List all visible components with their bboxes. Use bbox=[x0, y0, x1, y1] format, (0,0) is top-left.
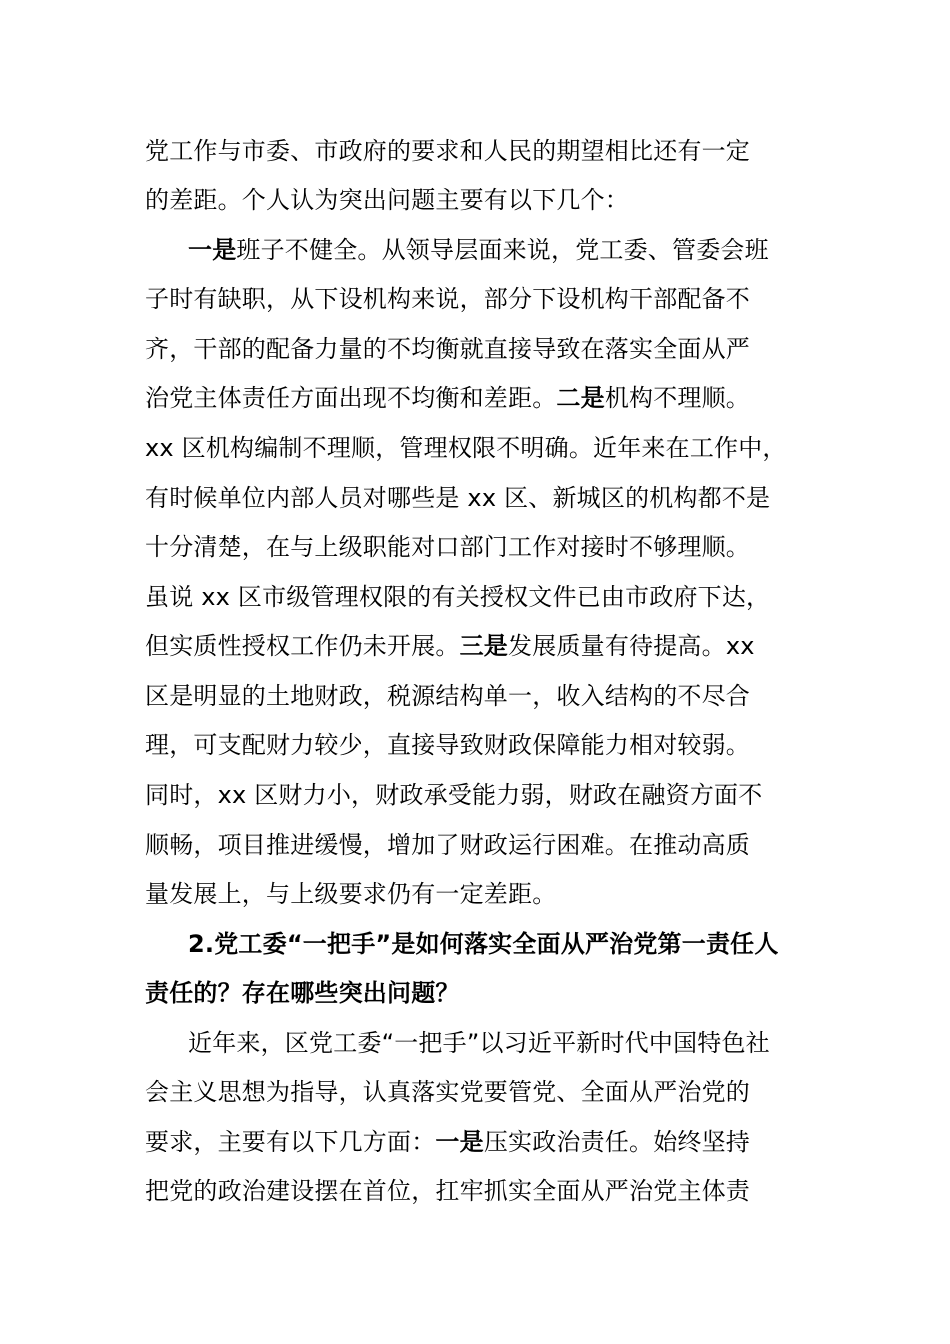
text-segment: 齐，干部的配备力量的不均衡就直接导致在落实全面从严 bbox=[145, 335, 750, 363]
text-segment: 班子不健全。从领导层面来说，党工委、管委会班 bbox=[236, 236, 769, 264]
text-line bbox=[145, 478, 825, 518]
text-segment: 发展质量有待提高。xx bbox=[508, 632, 755, 660]
section-heading bbox=[188, 924, 868, 964]
text-segment: 近年来，区党工委“一把手”以习近平新时代中国特色社 bbox=[188, 1029, 770, 1057]
text-segment: 子时有缺职，从下设机构来说，部分下设机构干部配备不 bbox=[145, 285, 750, 313]
text-segment: 虽说 xx 区市级管理权限的有关授权文件已由市政府下达， bbox=[145, 583, 771, 611]
text-segment: 治党主体责任方面出现不均衡和差距。 bbox=[145, 384, 557, 412]
text-line bbox=[145, 725, 825, 765]
text-segment: xx 区机构编制不理顺，管理权限不明确。近年来在工作中， bbox=[145, 434, 787, 462]
text-segment: 会主义思想为指导，认真落实党要管党、全面从严治党的 bbox=[145, 1078, 750, 1106]
heading-text: 责任的？存在哪些突出问题？ bbox=[145, 979, 460, 1007]
text-segment: 党工作与市委、市政府的要求和人民的期望相比还有一定 bbox=[145, 137, 750, 165]
text-segment: 压实政治责任。始终坚持 bbox=[483, 1128, 751, 1156]
text-segment: 要求，主要有以下几方面： bbox=[145, 1128, 436, 1156]
text-line bbox=[145, 378, 825, 418]
text-line bbox=[145, 527, 825, 567]
text-line bbox=[188, 1023, 868, 1063]
text-segment: 区是明显的土地财政，税源结构单一，收入结构的不尽合 bbox=[145, 682, 750, 710]
text-segment: 把党的政治建设摆在首位，扛牢抓实全面从严治党主体责 bbox=[145, 1177, 750, 1205]
text-line bbox=[145, 329, 825, 369]
text-line bbox=[145, 1072, 825, 1112]
text-segment: 机构不理顺。 bbox=[604, 384, 751, 412]
text-segment-bold: 一是 bbox=[435, 1128, 484, 1156]
text-line bbox=[188, 230, 868, 270]
heading-text: 2.党工委“一把手”是如何落实全面从严治党第一责任人 bbox=[188, 930, 779, 958]
text-line bbox=[145, 577, 825, 617]
text-segment-bold: 三是 bbox=[459, 632, 509, 660]
text-line bbox=[145, 428, 825, 468]
text-segment: 有时候单位内部人员对哪些是 xx 区、新城区的机构都不是 bbox=[145, 484, 771, 512]
text-segment: 但实质性授权工作仍未开展。 bbox=[145, 632, 460, 660]
text-line bbox=[145, 131, 825, 171]
text-line bbox=[145, 279, 825, 319]
section-heading bbox=[145, 973, 825, 1013]
text-line bbox=[145, 825, 825, 865]
text-segment: 的差距。个人认为突出问题主要有以下几个： bbox=[145, 186, 629, 214]
text-line bbox=[145, 1171, 825, 1211]
text-segment-bold: 一是 bbox=[188, 236, 237, 264]
text-line bbox=[145, 874, 825, 914]
text-line bbox=[145, 775, 825, 815]
text-line bbox=[145, 626, 825, 666]
text-segment: 量发展上，与上级要求仍有一定差距。 bbox=[145, 880, 557, 908]
text-line bbox=[145, 1122, 825, 1162]
text-segment: 理，可支配财力较少，直接导致财政保障能力相对较弱。 bbox=[145, 731, 750, 759]
text-line bbox=[145, 676, 825, 716]
text-line bbox=[145, 180, 825, 220]
text-segment: 顺畅，项目推进缓慢，增加了财政运行困难。在推动高质 bbox=[145, 831, 750, 859]
text-segment-bold: 二是 bbox=[556, 384, 605, 412]
text-segment: 同时，xx 区财力小，财政承受能力弱，财政在融资方面不 bbox=[145, 781, 763, 809]
text-segment: 十分清楚，在与上级职能对口部门工作对接时不够理顺。 bbox=[145, 533, 750, 561]
